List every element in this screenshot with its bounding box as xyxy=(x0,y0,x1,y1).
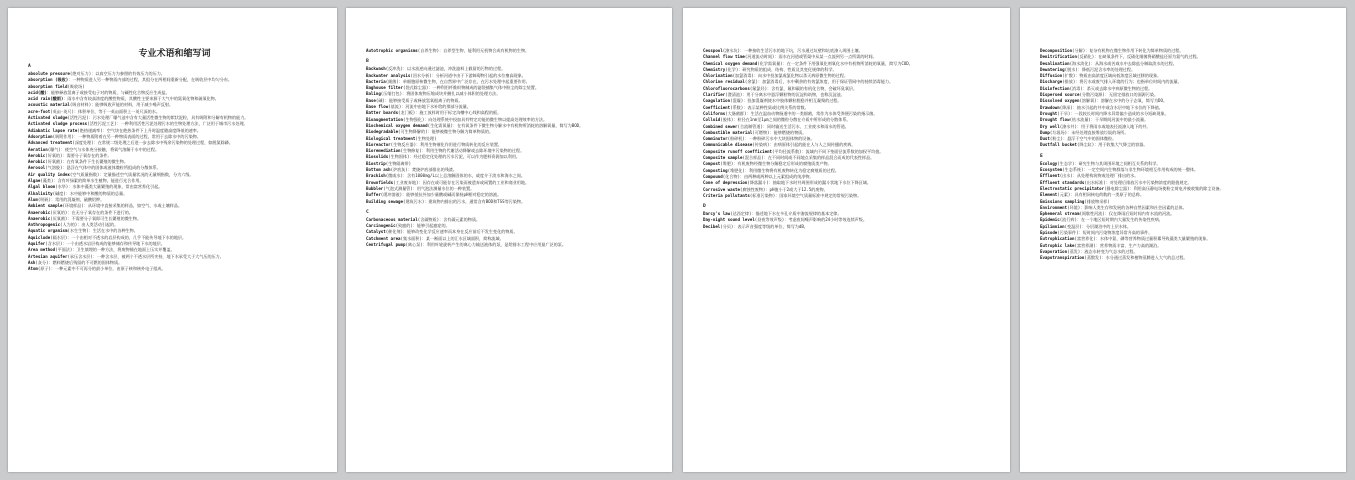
glossary-definition: (龙门板)：施工放样时用于标定沟槽中心线和高程的板。 xyxy=(398,110,502,116)
glossary-definition: (吸收场) xyxy=(67,83,85,89)
glossary-term: Composite sample xyxy=(703,155,743,161)
section-letter: D xyxy=(703,204,706,210)
glossary-definition: (生物修复)：利用生物的代谢活动降解或去除环境中污染物的过程。 xyxy=(400,148,525,154)
glossary-term: Bubbler xyxy=(366,185,384,191)
glossary-term: acid(酸) xyxy=(28,89,47,95)
glossary-term: Carcinogenic xyxy=(366,223,396,229)
glossary-definition: (气泡式测量管)：用气泡法测量水位的一种装置。 xyxy=(383,185,475,191)
glossary-term: Colloid xyxy=(703,117,721,123)
glossary-entry xyxy=(366,242,656,248)
glossary-term: absolute pressure xyxy=(28,71,70,76)
glossary-definition: (流行病)：在一个地区短时期内大量发生的传染性疾病。 xyxy=(1059,217,1163,223)
glossary-definition: (脱水)：降低污泥含水率的处理过程。 xyxy=(1064,66,1136,72)
glossary-definition: (空气质量指数)：定量描述空气质量状况的无量纲指数，分为六级。 xyxy=(69,171,194,177)
document-page-3 xyxy=(683,8,1010,472)
section-letter: C xyxy=(366,209,369,215)
glossary-term: Comminutor xyxy=(703,136,728,142)
glossary-term: Air quality index xyxy=(28,171,70,177)
glossary-definition: (澄清池)：用于分离水中悬浮颗粒物的沉淀构筑物，也称沉淀池。 xyxy=(725,92,845,98)
glossary-definition: (混合样品)：在不同时间或不同地点采集的样品混合而成的代表性样品。 xyxy=(742,155,875,161)
glossary-entry xyxy=(1040,142,1330,148)
glossary-definition: (细菌)：单细胞原核微生物，在自然界中广泛存在，在污水处理中起重要作用。 xyxy=(385,78,530,84)
glossary-definition: (排放物采样) xyxy=(1084,198,1110,204)
glossary-term: Bottom ash xyxy=(366,167,391,173)
glossary-term: Catalyst xyxy=(366,229,386,235)
glossary-definition: (离心泵)：利用叶轮旋转产生的离心力输送液体的泵，是给排水工程中应用最广泛的泵。 xyxy=(405,242,566,248)
glossary-term: Desalination xyxy=(1040,60,1070,66)
glossary-definition: (氟氯烃)：含有氯、氟和碳的有机化合物，会破坏臭氧层。 xyxy=(749,85,858,91)
glossary-definition: (气溶胶)：悬浮在气体中的固体或液体微粒所组成的分散体系。 xyxy=(45,165,161,171)
glossary-term: Alum xyxy=(28,196,38,202)
glossary-term: Biochemical oxygen demand xyxy=(366,122,428,128)
glossary-term: Element xyxy=(1040,192,1058,198)
document-page-2 xyxy=(346,8,672,472)
glossary-term: Bacteria xyxy=(366,78,386,84)
glossary-definition: (渗水井)：用于将雨水或地表径流渗入地下的井。 xyxy=(1059,123,1151,129)
glossary-term: Anaerobic xyxy=(28,209,51,215)
glossary-definition: (富营养湖)：营养物质丰富、生产力高的湖泊。 xyxy=(1074,242,1162,248)
glossary-definition: (混凝)：投加混凝剂使水中胶体颗粒脱稳并相互凝聚的过程。 xyxy=(730,98,842,104)
glossary-term: Aerosol xyxy=(28,165,46,171)
glossary-entry xyxy=(703,224,994,230)
glossary-definition: (蒸散发)：水分通过蒸发和植物蒸腾进入大气的总过程。 xyxy=(1084,255,1188,261)
section-letter: B xyxy=(366,59,369,65)
glossary-term: Composite runoff coefficient xyxy=(703,148,773,154)
glossary-definition: ：能够释放氢离子或接受电子对的物质，与碱性化合物反应生成盐。 xyxy=(46,89,170,95)
glossary-definition: (昼夜等效声级)：考虑夜间噪声影响的24小时等效连续声级。 xyxy=(754,217,867,223)
glossary-term: Biosolids xyxy=(366,154,389,160)
glossary-term: Evaporation xyxy=(1040,248,1068,254)
glossary-definition: (环境)：影响人类生存和发展的各种自然因素和社会因素的总体。 xyxy=(1067,204,1187,210)
glossary-definition: (达西定律)：描述地下水在多孔介质中渗流规律的基本定律。 xyxy=(730,211,842,217)
glossary-definition: (消毒)：杀灭或去除水中病原微生物的过程。 xyxy=(1069,85,1153,91)
glossary-term: Bioaugmentation xyxy=(366,116,403,122)
glossary-definition: (渗水坑)：一种接收生活污水的地下坑，污水通过坑壁和坑底渗入周围土壤。 xyxy=(722,48,863,53)
glossary-definition: (合流制管道)：同时输送生活污水、工业废水和雨水的管道。 xyxy=(737,123,849,129)
glossary-term: Coagulation xyxy=(703,98,731,104)
glossary-definition: (人为的)：由人类活动引起的。 xyxy=(60,222,119,228)
glossary-definition: (出水标准)：对处理后排放污水中污染物浓度的限值规定。 xyxy=(1084,179,1192,185)
glossary-term: Activated sludge xyxy=(28,115,68,121)
glossary-entry xyxy=(1040,255,1330,261)
glossary-term: Cone of depression xyxy=(703,180,748,186)
glossary-definition: (富营养化)：水体中氮、磷等营养物质过量积累导致藻类大量繁殖的现象。 xyxy=(1074,236,1211,242)
glossary-definition: (变温层)：分层湖泊中的上层水体。 xyxy=(1064,223,1131,229)
glossary-definition: (胶体)：粒径在1nm至1μm之间的微粒分散在介质中所形成的分散体系。 xyxy=(720,117,851,123)
glossary-term: Effluent xyxy=(1040,173,1060,179)
glossary-term: Combined sewer xyxy=(703,123,738,129)
glossary-definition: ：一种物质进入另一种物质内部的过程，其组分在两相间重新分配，在吸收层中均匀分布。 xyxy=(68,77,232,83)
glossary-term: Anaerobic xyxy=(28,215,51,221)
glossary-term: Decomposition xyxy=(1040,48,1073,53)
glossary-term: Disinfection xyxy=(1040,85,1070,91)
glossary-entry xyxy=(28,266,321,272)
glossary-definition: (粉尘)：悬浮于空气中的固体微粒。 xyxy=(1049,136,1117,142)
glossary-definition: (深度处理)：在常规二级处理之后进一步去除水中残余污染物的处理过程，如脱氮除磷。 xyxy=(72,140,233,146)
glossary-term: Evapotranspiration xyxy=(1040,255,1085,261)
glossary-definition: (溶解氧)：溶解在水中的分子态氧，简写为DO。 xyxy=(1079,98,1168,104)
glossary-term: Coefficient xyxy=(703,104,731,110)
glossary-term: Algae xyxy=(28,178,41,184)
glossary-term: Drought flow xyxy=(1040,117,1070,123)
glossary-definition: (蒸发)：液态水转变为气态水的过程。 xyxy=(1067,248,1138,254)
glossary-term: Chlorofluorocarbons xyxy=(703,85,750,91)
glossary-term: Catchment area xyxy=(366,235,401,241)
glossary-definition: (生化需氧量)：在有氧条件下微生物分解水中有机物所消耗的溶解氧量，简写为BOD。 xyxy=(427,122,584,128)
glossary-definition: (大肠菌群)：生活在温血动物肠道中的一类细菌，常作为水体受粪便污染的指示菌。 xyxy=(725,110,878,116)
glossary-term: Dispersed source xyxy=(1040,92,1080,98)
glossary-term: Environment xyxy=(1040,204,1068,210)
glossary-definition: (集水面积)：某一断面以上的汇水区域面积，简称流域。 xyxy=(400,235,504,241)
glossary-term: Communicable disease xyxy=(703,142,753,148)
glossary-definition: (碱度)：水中能够中和酸的物质的总量。 xyxy=(52,190,128,196)
glossary-definition: (英亩-英尺)：体积单位，等于一英亩面积上一英尺深的水。 xyxy=(50,108,160,114)
glossary-definition: (河道流动时间)：雨水在河道或管渠中从某一点流到另一点所需的时间。 xyxy=(744,54,877,60)
glossary-term: Area method xyxy=(28,247,56,253)
glossary-term: Biological treatment xyxy=(366,135,416,141)
glossary-term: Dissolved oxygen xyxy=(1040,98,1080,104)
glossary-definition: (回水分析)：分析河道中由于下游障碍物引起的水位壅高现象。 xyxy=(410,72,526,78)
glossary-term: Aerobic xyxy=(28,152,46,158)
page-body xyxy=(366,48,656,248)
glossary-definition: (分散污染源)：无固定排放口的面源污染。 xyxy=(1079,92,1159,98)
glossary-term: Baghouse filter xyxy=(366,85,403,91)
glossary-definition: (标准污染物)：国家环境空气质量标准中规定的常规污染物。 xyxy=(749,192,862,198)
glossary-definition: (水华)：水体中藻类大量繁殖的现象，常由富营养化引起。 xyxy=(55,184,163,190)
glossary-term: Composting xyxy=(703,167,728,173)
glossary-definition: (致癌的)：能够引起癌症的。 xyxy=(395,223,450,229)
glossary-definition: (原子)：一种元素中不可再分的最小单位，由原子核和核外电子组成。 xyxy=(37,266,166,272)
glossary-definition: (腐蚀性废物)：pH值小于2或大于12.5的废物。 xyxy=(739,186,828,192)
glossary-term: Atom xyxy=(28,266,38,272)
glossary-term: Combustible material xyxy=(703,129,753,135)
glossary-definition: (降深)：抽水引起的井中或含水层中地下水位的下降值。 xyxy=(1059,104,1163,110)
glossary-definition: (平均径流系数)：流域内不同下垫面径流系数的加权平均值。 xyxy=(772,148,884,154)
glossary-definition: (堆肥)：有机废物经微生物分解稳定后形成的腐殖质类产物。 xyxy=(720,161,832,167)
glossary-term: Base xyxy=(366,97,376,103)
glossary-term: Bioremediation xyxy=(366,148,401,154)
document-page-1 xyxy=(8,8,337,472)
glossary-term: Epilimnion xyxy=(1040,223,1065,229)
glossary-definition: ：雨水中含有较高浓度的酸性物质，其酸性主要来源于大气中的氮氧化物和硫氧化物。 xyxy=(63,96,219,102)
glossary-definition: (催化剂)：能够改变化学反应速率而本身在反应前后不发生变化的物质。 xyxy=(385,229,518,235)
glossary-definition: (厌氧的)：在无分子氧存在的条件下进行的。 xyxy=(50,209,133,215)
glossary-definition: (化学)：研究物质的组成、结构、性质及其变化规律的科学。 xyxy=(725,66,837,72)
glossary-term: Bioreactor xyxy=(366,141,391,147)
glossary-term: Algal bloom xyxy=(28,184,56,190)
glossary-definition: (压缩打包)：将固体废物压缩成块并捆扎以减小体积的处理方法。 xyxy=(380,91,501,97)
glossary-definition: (生态系统)：一定空间内生物群落与非生物环境相互作用构成的统一整体。 xyxy=(1062,167,1199,173)
glossary-definition: (灰分)：燃料燃烧后残留的不可燃的固体物质。 xyxy=(35,259,123,265)
glossary-definition: (明矾)：常用的混凝剂，硫酸铝钾。 xyxy=(37,196,105,202)
glossary-term: Building sewage xyxy=(366,198,403,204)
glossary-definition: (好氧菌)：在有氧条件下生长繁殖的微生物。 xyxy=(45,159,128,165)
glossary-definition: (平面法)：卫生填埋的一种方法，将废物铺在地面上压实并覆盖。 xyxy=(55,247,175,253)
glossary-definition: (曝气)：使空气与水体充分接触，将氧气溶解于水中的过程。 xyxy=(47,146,160,152)
glossary-definition: (厌氧菌)：不需要分子氧即可生长繁殖的微生物。 xyxy=(50,215,142,221)
document-page-4 xyxy=(1020,8,1346,472)
glossary-entry xyxy=(366,48,656,54)
glossary-term: Biostrip xyxy=(366,160,386,166)
glossary-term: Brackish xyxy=(366,173,386,179)
glossary-term: Discharge xyxy=(1040,79,1063,85)
glossary-definition: (扩散)：物质由高浓度区域向低浓度区域迁移的现象。 xyxy=(1062,73,1162,79)
glossary-definition: (枯水流量)：干旱期间河流中的最小流量。 xyxy=(1069,117,1149,123)
glossary-term: Dustfall bucket xyxy=(1040,142,1077,148)
glossary-definition: (水生生物)：生活在水中的各种生物。 xyxy=(67,228,138,234)
glossary-term: Electrostatic precipitator xyxy=(1040,185,1105,191)
glossary-term: Emissions sampling xyxy=(1040,198,1085,204)
glossary-term: Corrosive waste xyxy=(703,186,740,192)
glossary-definition: (出水)：从处理构筑物或处理厂排出的水。 xyxy=(1059,173,1139,179)
glossary-term: Ecosystem xyxy=(1040,167,1063,173)
glossary-term: acre-foot xyxy=(28,108,51,114)
glossary-term: Criteria pollutants xyxy=(703,192,750,198)
glossary-definition: (缓冲溶液)：能够抵抗外加少量酸或碱而保持pH相对稳定的溶液。 xyxy=(380,192,502,198)
glossary-term: Baling xyxy=(366,91,381,97)
glossary-entry xyxy=(366,199,656,205)
glossary-term: Advanced treatment xyxy=(28,140,73,146)
glossary-term: Chlorine residual xyxy=(703,79,745,85)
glossary-definition: (含碳物质)：含有碳元素的物质。 xyxy=(417,216,481,222)
glossary-definition: (系数)：表示某种性质或比例关系的常数。 xyxy=(730,104,809,110)
glossary-term: Brownfields xyxy=(366,179,394,185)
glossary-term: Darcy's law xyxy=(703,211,731,217)
glossary-definition: (干旱)：一段较长时间内降水异常偏少造成的水分短缺现象。 xyxy=(1057,110,1169,116)
glossary-term: Ambient sample xyxy=(28,203,63,209)
glossary-term: Eutrophication xyxy=(1040,236,1075,242)
glossary-term: Base flow xyxy=(366,104,389,110)
glossary-definition: (炉底灰)：焚烧炉底部排出的残渣。 xyxy=(390,167,457,173)
glossary-term: Compound xyxy=(703,173,723,179)
glossary-definition: (含水层)：一个由透水岩层构成的能够储存和传导地下水的地层。 xyxy=(45,241,165,247)
glossary-definition: (污染事件)：短时间内污染物浓度异常升高的事件。 xyxy=(1057,230,1153,236)
glossary-definition: (可燃物)：能够燃烧的物质。 xyxy=(752,129,807,135)
glossary-entry xyxy=(703,193,994,199)
glossary-term: Channel flow time xyxy=(703,54,745,60)
glossary-term: Activated sludge process xyxy=(28,121,88,127)
glossary-definition: (化学需氧量)：在一定条件下用强氧化剂氧化水中有机物所消耗的氧量，简写为COD。 xyxy=(757,60,913,66)
glossary-term: Autotrophic organisms xyxy=(366,48,418,53)
glossary-term: Clarifier xyxy=(703,92,726,98)
glossary-term: Drawdown xyxy=(1040,104,1060,110)
glossary-term: Epidemic xyxy=(1040,217,1060,223)
glossary-term: Aeration xyxy=(28,146,48,152)
glossary-term: Biodegradable xyxy=(366,129,399,135)
glossary-definition: (绝对压力)：以真空压力为参照的有效压力的压力。 xyxy=(69,71,165,76)
glossary-definition: (生物强化)：向处理系统中投加具有特定功能的微生物以提高处理效率的方法。 xyxy=(402,116,548,122)
glossary-term: Diffusion xyxy=(1040,73,1063,79)
glossary-definition: (分贝)：表示声音强度等级的单位，简写为dB。 xyxy=(720,223,808,229)
glossary-term: Aquiclude xyxy=(28,234,51,240)
glossary-term: Dewatering xyxy=(1040,66,1065,72)
glossary-term: Ecology xyxy=(1040,160,1058,166)
glossary-term: Chemical oxygen demand xyxy=(703,60,758,66)
glossary-term: acid rain(酸雨) xyxy=(28,96,64,102)
glossary-definition: (生态学)：研究生物与其周围环境之间相互关系的科学。 xyxy=(1057,160,1161,166)
page-body xyxy=(1040,48,1330,262)
glossary-definition: (反冲洗)：以水流逆向通过滤池，冲洗滤料上截留的污物的过程。 xyxy=(385,66,506,72)
glossary-term: Coliforms xyxy=(703,110,726,116)
glossary-definition: (传染病)：由病原体引起的能在人与人之间传播的疾病。 xyxy=(752,142,856,148)
glossary-term: Denitrification xyxy=(1040,54,1077,60)
glossary-term: Drought xyxy=(1040,110,1058,116)
glossary-definition: (基流)：河流中由地下水补给的那部分流量。 xyxy=(388,104,471,110)
section-letter: E xyxy=(1040,153,1043,159)
glossary-term: Dump xyxy=(1040,129,1050,135)
glossary-definition: (活性污泥)：污水处理厂曝气池中含有大量活性微生物的絮状泥粒，具有吸附和分解有机物的能力。 xyxy=(67,115,249,121)
glossary-term: Centrifugal pump xyxy=(366,242,406,248)
section-letter: A xyxy=(28,64,31,69)
glossary-term: Aquifer xyxy=(28,241,46,247)
glossary-term: Compost xyxy=(703,161,721,167)
glossary-definition: (生物隔离带) xyxy=(385,160,412,166)
glossary-term: Chlorination xyxy=(703,73,733,79)
glossary-definition: (粉碎机)：一种粉碎污水中大块固体物的设备。 xyxy=(727,136,815,142)
glossary-term: Aquatic organism xyxy=(28,228,68,234)
glossary-term: Day-night sound level xyxy=(703,217,755,223)
glossary-term: Backwash xyxy=(366,66,386,72)
glossary-term: absorption (吸收) xyxy=(28,77,69,83)
glossary-term: Dust xyxy=(1040,136,1050,142)
glossary-definition: (绝热递减率)：空气块在绝热条件下上升时温度随高度降低的速率。 xyxy=(77,127,201,133)
glossary-definition: (生物处理) xyxy=(415,135,437,141)
glossary-definition: (间歇性河流)：仅在降雨后短时间内有水流的河流。 xyxy=(1079,211,1175,217)
glossary-definition: (工业废弃地)：因存在或可能存在污染而被遗弃或闲置的工业和商业用地。 xyxy=(393,179,530,185)
glossary-definition: (堆肥化)：利用微生物将有机废物转化为稳定腐殖质的过程。 xyxy=(727,167,840,173)
glossary-definition: (反硝化)：在缺氧条件下，反硝化细菌将硝酸盐还原为氮气的过程。 xyxy=(1076,54,1201,60)
page-body xyxy=(703,48,994,230)
glossary-term: absorption field xyxy=(28,83,68,89)
glossary-definition: (静电除尘器)：利用高压静电场使粉尘荷电并被收集的除尘设备。 xyxy=(1104,185,1224,191)
glossary-term: Decibel xyxy=(703,223,721,229)
glossary-term: Backwater analysis xyxy=(366,72,411,78)
glossary-definition: (袋式除尘器)：一种利用纤维织物制成的滤袋捕集气体中粉尘的除尘装置。 xyxy=(402,85,539,91)
glossary-definition: (排放)：将污水或废气排入环境的行为；也指单位时间内的流量。 xyxy=(1062,79,1182,85)
glossary-term: Chemistry xyxy=(703,66,726,72)
glossary-definition: (加氯消毒)：向水中投加氯或氯化物以杀灭病原微生物的过程。 xyxy=(732,73,849,79)
glossary-definition: (隔水层)：一个由相对不透水的岩层构成的、几乎不能传导地下水的地层。 xyxy=(50,234,187,240)
glossary-definition: (余氯)：加氯消毒后，水中剩余的有效氯浓度，用于保证管网中的持续消毒能力。 xyxy=(744,79,894,85)
glossary-definition: (微咸水)：含有1000mg/L以上总溶解固体的水，咸度介于淡水和海水之间。 xyxy=(385,173,525,179)
glossary-term: Anthropogenic xyxy=(28,222,61,228)
glossary-definition: (可生物降解的)：能够被微生物分解为简单物质的。 xyxy=(398,129,494,135)
glossary-definition: (好氧的)：需要分子氧存在的条件。 xyxy=(45,152,112,158)
glossary-definition: (降落漏斗)：抽取地下水时井周围形成的漏斗状地下水位下降区域。 xyxy=(747,180,872,186)
glossary-definition: (化合物)：由两种或两种以上元素组成的纯净物。 xyxy=(722,173,814,179)
glossary-term: Adsorption xyxy=(28,133,53,139)
glossary-definition: (海水淡化)：从海水或苦咸水中去除盐分制取淡水的过程。 xyxy=(1069,60,1177,66)
glossary-definition: (吸音材料)：能够吸收声能的材料，用于减少噪声反射。 xyxy=(69,102,174,108)
glossary-term: Ephemeral stream xyxy=(1040,211,1080,217)
glossary-definition: (碱)：能够接受质子或释放氢氧根离子的物质。 xyxy=(375,97,463,103)
glossary-definition: (环境样品)：从环境中直接采集的样品，如空气、水或土壤样品。 xyxy=(62,203,183,209)
glossary-definition: (分解)：复杂有机物在微生物作用下转化为简单物质的过程。 xyxy=(1072,48,1184,53)
glossary-definition: (生物固体)：经过稳定化处理的污水污泥，可以作为肥料资源加以利用。 xyxy=(388,154,521,160)
glossary-definition: (生物反应器)：利用生物催化作用进行物质转化的反应装置。 xyxy=(390,141,503,147)
glossary-term: acoustic material xyxy=(28,102,70,108)
glossary-definition: (降尘缸)：用于收集大气降尘的容器。 xyxy=(1076,142,1148,148)
glossary-term: Buffer xyxy=(366,192,381,198)
glossary-definition: (藻类)：含有叶绿素的简单水生植物，能进行光合作用。 xyxy=(40,178,144,184)
glossary-definition: (元素)：具有相同核电荷数的一类原子的总称。 xyxy=(1057,192,1145,198)
glossary-definition: (自养生物)：自养型生物，能利用无机物合成有机物的生物。 xyxy=(417,48,530,53)
glossary-term: Ash xyxy=(28,259,36,265)
glossary-term: Batter boards xyxy=(366,110,399,116)
glossary-definition: (建筑污水)：建筑物内排出的污水，通常含有BOD和TSS等污染物。 xyxy=(402,198,526,204)
glossary-term: Artesian aquifer xyxy=(28,253,68,259)
glossary-term: Effluent standards xyxy=(1040,179,1085,185)
glossary-term: Episode xyxy=(1040,230,1058,236)
page-body xyxy=(28,64,321,273)
glossary-term: Dry well xyxy=(1040,123,1060,129)
glossary-definition: (活性污泥工艺)：一种利用活性污泥处理污水的生物处理方法，广泛用于城市污水处理。 xyxy=(87,121,248,127)
glossary-definition: (垃圾场)：未经处理直接堆放垃圾的场所。 xyxy=(1049,129,1129,135)
glossary-definition: (吸附作用)：一种物质附着在另一种物质表面的过程，常用于去除水中的污染物。 xyxy=(52,133,201,139)
document-title: 专业术语和缩写词 xyxy=(138,49,211,59)
glossary-definition: (承压含水层)：一种含水层，被两个不透水层所夹持，地下水承受大于大气压的压力。 xyxy=(67,253,224,259)
glossary-term: Carbonaceous material xyxy=(366,216,418,222)
glossary-term: Adiabatic lapse rate xyxy=(28,127,78,133)
glossary-term: Aerobic xyxy=(28,159,46,165)
glossary-term: Alkalinity xyxy=(28,190,53,196)
glossary-term: Cesspool xyxy=(703,48,723,53)
glossary-term: Eutrophic lake xyxy=(1040,242,1075,248)
